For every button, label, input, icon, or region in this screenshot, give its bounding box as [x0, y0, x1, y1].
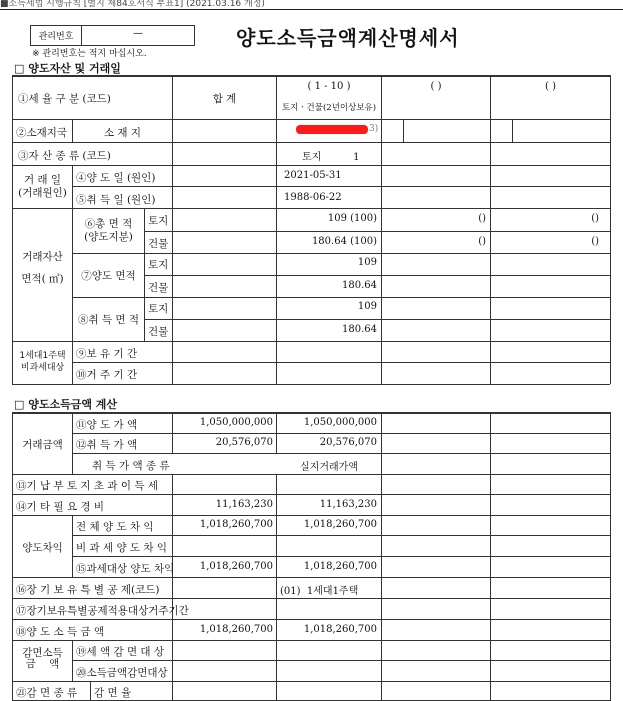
sale-price-label: ⑪양 도 가 액 [76, 419, 138, 431]
col3-code: ( ) [545, 81, 556, 92]
col3-land-share: () [591, 213, 599, 224]
total-area-label: ⑥총 면 적 (양도지분) [84, 218, 133, 243]
col1-class-note: 토지ㆍ건물(2년이상보유) [281, 103, 377, 113]
area-group: 거래자산 면적( ㎡) [21, 251, 64, 285]
acquisition-date-label: ⑤취 득 일 (원인) [76, 194, 156, 206]
section1-heading: □ 양도자산 및 거래일 [14, 62, 121, 75]
transfer-date-value: 2021-05-31 [284, 170, 342, 181]
other-expense-col1: 11,163,230 [319, 499, 377, 510]
total-area-building-value: 180.64 (100) [311, 236, 377, 247]
land-excess-tax-label: ⑬기 납 부 토 지 초 과 이 득 세 [16, 480, 158, 492]
acquisition-area-building-label: 건물 [148, 326, 169, 338]
taxable-gain-total: 1,018,260,700 [199, 561, 273, 572]
total-area-land-label: 토지 [148, 215, 169, 227]
purchase-price-col1: 20,576,070 [319, 437, 377, 448]
total-area-land-value: 109 (100) [327, 213, 377, 224]
transfer-area-building-label: 건물 [148, 282, 169, 294]
transfer-area-label: ⑦양도 면적 [81, 270, 136, 282]
acquisition-area-land-label: 토지 [148, 303, 169, 315]
management-number-value: — [133, 28, 143, 39]
total-gain-label: 전 체 양 도 차 익 [76, 521, 154, 533]
acquisition-date-value: 1988-06-22 [284, 192, 342, 203]
purchase-price-total: 20,576,070 [215, 437, 273, 448]
deduction-residence-period-label: ⑰장기보유특별공제적용대상거주기간 [16, 605, 189, 617]
transfer-income-total: 1,018,260,700 [199, 624, 273, 635]
location-label: 소 재 지 [103, 127, 142, 139]
deal-amount-group: 거래금액 [22, 439, 63, 451]
acquisition-area-building-value: 180.64 [342, 324, 377, 335]
transfer-date-label: ④양 도 일 (원인) [76, 172, 156, 184]
sale-price-total: 1,050,000,000 [199, 417, 273, 428]
col1-code: ( 1 - 10 ) [307, 81, 351, 92]
form-reference: ■소득세법 시행규칙 [별지 제84호서식 부표1] (2021.03.16 개정) [0, 0, 265, 9]
other-expense-label: ⑭기 타 필 요 경 비 [16, 501, 105, 513]
col2-building-share: () [478, 236, 486, 247]
capital-gain-group: 양도차익 [22, 542, 63, 554]
one-house-exempt-group: 1세대1주택 비과세대상 [19, 351, 66, 373]
form-title: 양도소득금액계산명세서 [236, 26, 460, 50]
reduction-type-label: ㉑감 면 종 류 [16, 687, 78, 699]
transfer-income-col1: 1,018,260,700 [303, 624, 377, 635]
management-number-note: ※ 관리번호는 적지 마십시오. [32, 49, 147, 59]
transaction-date-group: 거 래 일 (거래원인) [18, 174, 67, 199]
transfer-area-building-value: 180.64 [342, 280, 377, 291]
tax-reduction-label: ⑲세 액 감 면 대 상 [76, 646, 165, 658]
taxable-gain-label: ⑮과세대상 양도 차익 [76, 563, 175, 575]
asset-type-value: 토지 1 [302, 152, 360, 163]
residence-period-label: ⑩거 주 기 간 [76, 369, 138, 381]
reduction-income-group: 감면소득 금 액 [22, 647, 63, 670]
total-gain-col1: 1,018,260,700 [303, 519, 377, 530]
total-header: 합 계 [212, 93, 237, 105]
location-tail: 3) [369, 124, 379, 134]
purchase-price-type-label: 취 득 가 액 종 류 [92, 460, 170, 472]
income-reduction-label: ⑳소득금액감면대상 [76, 667, 168, 679]
reduction-rate-label: 감 면 율 [94, 687, 132, 699]
tax-rate-class-label: ①세 율 구 분 (코드) [18, 93, 111, 105]
section2-heading: □ 양도소득금액 계산 [14, 398, 118, 411]
asset-type-label: ③자 산 종 류 (코드) [18, 150, 111, 162]
location-country-label: ②소재지국 [16, 127, 68, 139]
purchase-price-label: ⑫취 득 가 액 [76, 439, 138, 451]
transfer-income-label: ⑱양 도 소 득 금 액 [16, 626, 105, 638]
col2-code: ( ) [430, 81, 442, 92]
taxable-gain-col1: 1,018,260,700 [303, 561, 377, 572]
transfer-area-land-label: 토지 [148, 259, 169, 271]
long-term-deduction-value: (01) 1세대1주택 [280, 586, 359, 597]
holding-period-label: ⑨보 유 기 간 [76, 348, 138, 360]
col3-building-share: () [591, 236, 599, 247]
long-term-deduction-label: ⑯장 기 보 유 특 별 공 제(코드) [16, 584, 160, 596]
acquisition-area-label: ⑧취 득 면 적 [77, 314, 140, 326]
management-number-label: 관리번호 [38, 32, 74, 42]
total-gain-total: 1,018,260,700 [199, 519, 273, 530]
acquisition-area-land-value: 109 [357, 301, 377, 312]
other-expense-total: 11,163,230 [215, 499, 273, 510]
purchase-price-type-value: 실지거래가액 [300, 462, 358, 473]
total-area-building-label: 건물 [148, 238, 169, 250]
col2-land-share: () [478, 213, 486, 224]
exempt-gain-label: 비 과 세 양 도 차 익 [76, 542, 168, 554]
sale-price-col1: 1,050,000,000 [303, 417, 377, 428]
transfer-area-land-value: 109 [357, 257, 377, 268]
